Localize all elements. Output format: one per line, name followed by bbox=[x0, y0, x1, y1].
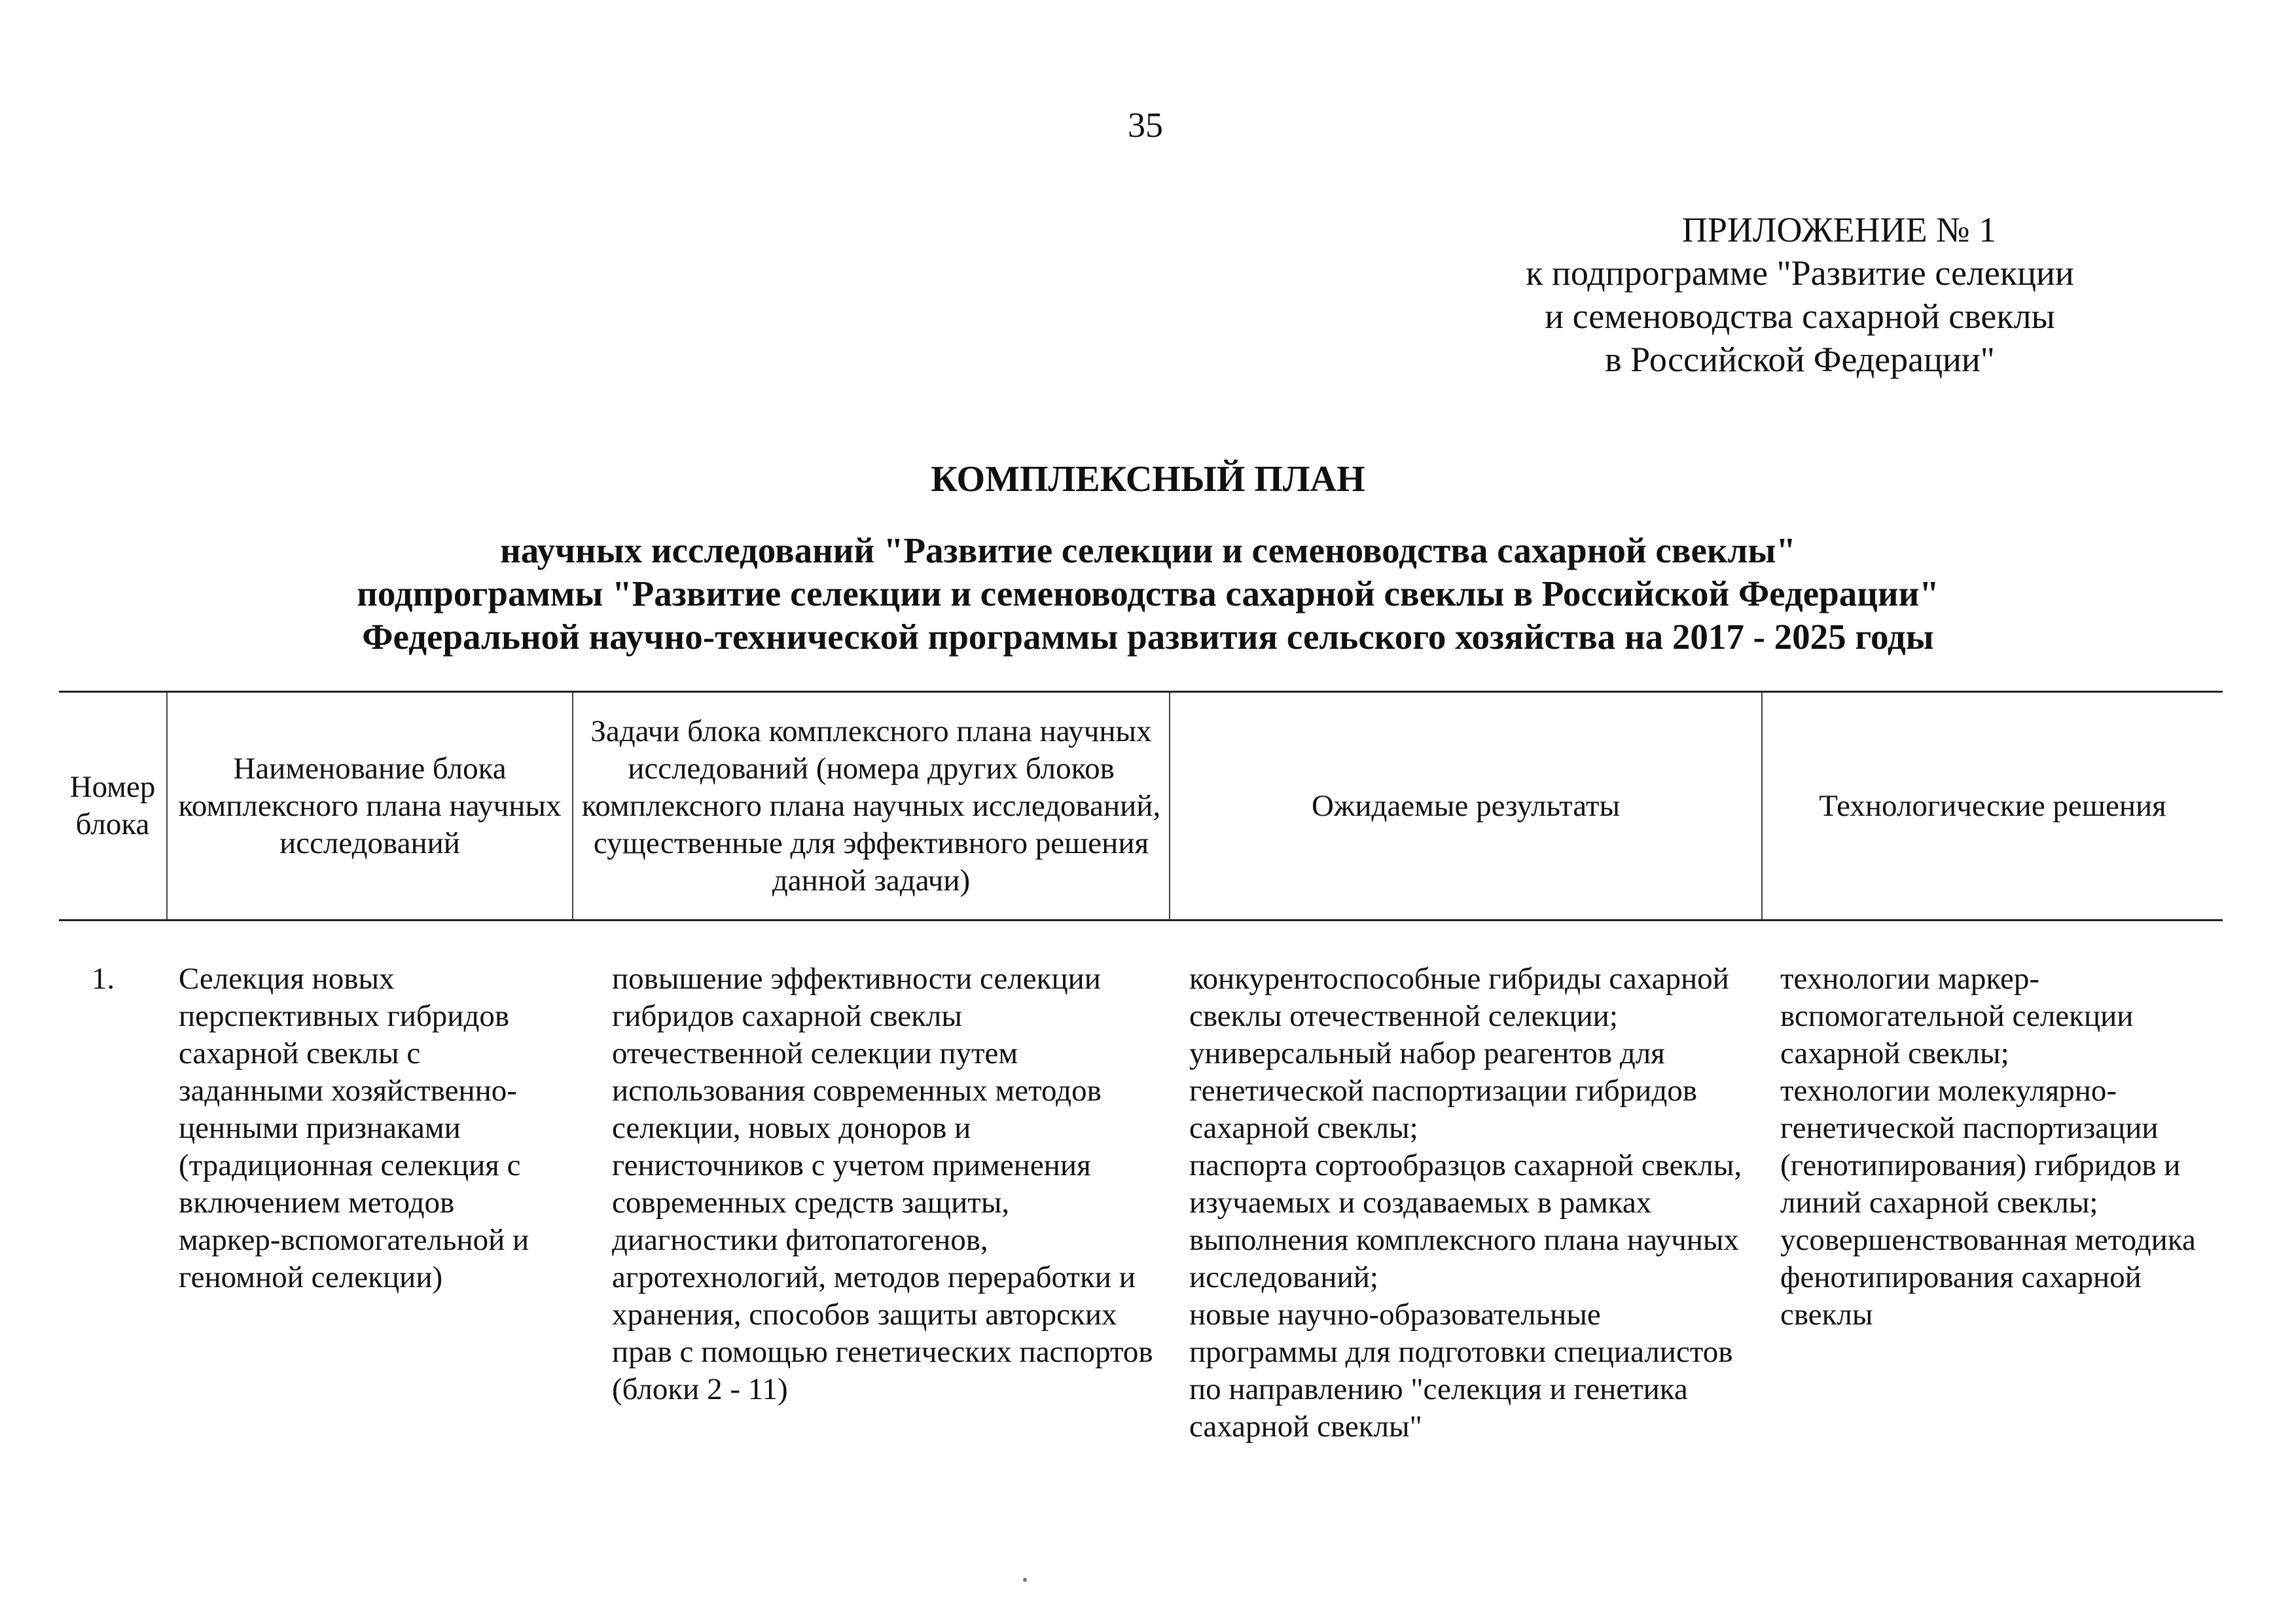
header-results: Ожидаемые результаты bbox=[1170, 692, 1762, 921]
plan-table bbox=[59, 691, 2223, 1446]
appendix-block bbox=[1440, 208, 2160, 381]
cell-tasks: повышение эффективности селекции гибридов сахарной свеклы отечественной селекции путем использования современных методов селекции, новых доноров и генисточников с учетом применения современных средств защиты, диагностики фитопатогенов, агротехнологий, методов переработки и хранения, способов защиты авторских прав с помощью генетических паспортов (блоки 2 - 11) bbox=[612, 962, 1153, 1406]
document-title: КОМПЛЕКСНЫЙ ПЛАН bbox=[931, 459, 1365, 500]
appendix-line-2: и семеноводства сахарной свеклы bbox=[1545, 297, 2055, 336]
document-subtitle bbox=[131, 529, 2165, 659]
appendix-line-3: в Российской Федерации" bbox=[1605, 340, 1995, 379]
page-number: 35 bbox=[1128, 105, 1163, 145]
cell-name: Селекция новых перспективных гибридов сахарной свеклы с заданными хозяйственно-ценными признаками (традиционная селекция с включением методов маркер-вспомогательной и геномной селекции) bbox=[179, 962, 529, 1294]
header-tech: Технологические решения bbox=[1762, 692, 2223, 921]
cell-tech: технологии маркер-вспомогательной селекции сахарной свеклы; технологии молекулярно-генетической паспортизации (генотипирования) гибридов и линий сахарной свеклы; усовершенствованная методика фенотипирования сахарной свеклы bbox=[1780, 962, 2196, 1332]
appendix-line-1: к подпрограмме "Развитие селекции bbox=[1526, 253, 2074, 293]
header-tasks: Задачи блока комплексного плана научных исследований (номера других блоков комплексного плана научных исследований, существенные для эффективного решения данной задачи) bbox=[573, 692, 1170, 921]
header-name: Наименование блока комплексного плана научных исследований bbox=[167, 692, 573, 921]
scan-speck bbox=[1023, 1578, 1027, 1582]
subtitle-line-2: подпрограммы "Развитие селекции и семеноводства сахарной свеклы в Российской Федерации" bbox=[357, 574, 1939, 613]
header-number: Номер блока bbox=[59, 692, 167, 921]
subtitle-line-1: научных исследований "Развитие селекции и семеноводства сахарной свеклы" bbox=[500, 530, 1796, 570]
appendix-title: ПРИЛОЖЕНИЕ № 1 bbox=[1681, 210, 1997, 249]
cell-number: 1. bbox=[91, 962, 115, 996]
cell-results: конкурентоспособные гибриды сахарной свеклы отечественной селекции; универсальный набор реагентов для генетической паспортизации гибридов сахарной свеклы; паспорта сортообразцов сахарной свеклы, изучаемых и создаваемых в рамках выполнения комплексного плана научных исследований; новые научно-образовательные программы для подготовки специалистов по направлению "селекция и генетика сахарной свеклы" bbox=[1189, 962, 1742, 1444]
table-row bbox=[59, 921, 2223, 1446]
subtitle-line-3: Федеральной научно-технической программы развития сельского хозяйства на 2017 - 2025 годы bbox=[362, 617, 1934, 657]
table-header-row bbox=[59, 692, 2223, 921]
